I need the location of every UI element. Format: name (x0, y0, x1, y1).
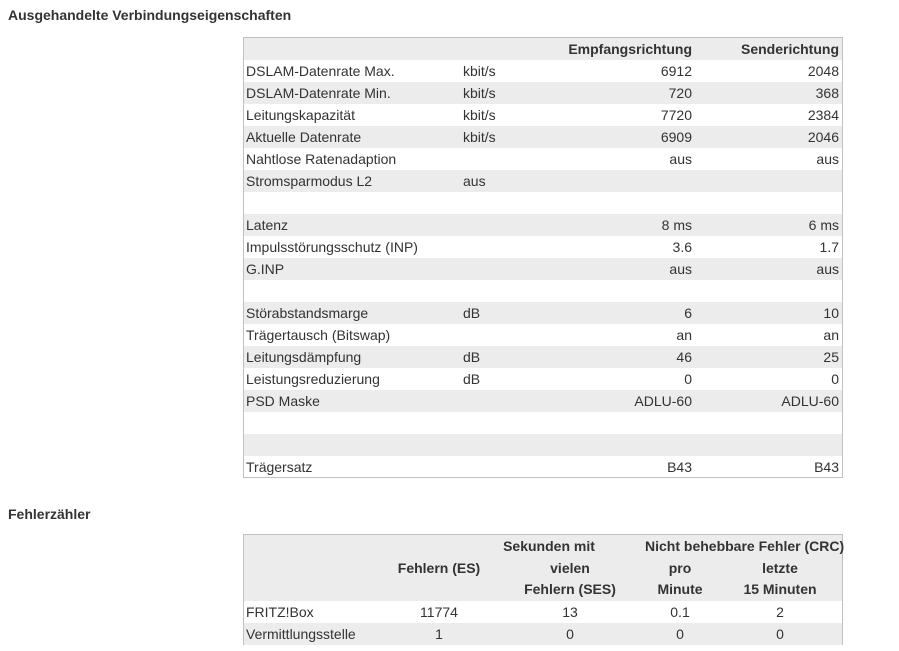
props-section-title: Ausgehandelte Verbindungseigenschaften (8, 7, 292, 23)
header-nicht-behebbare-fehler: Nicht behebbare Fehler (CRC) (645, 538, 845, 554)
property-row (244, 126, 842, 148)
header-fehlern-ses: Fehlern (SES) (524, 581, 616, 597)
property-rx-value: 720 (668, 85, 692, 101)
property-rx-value: 0 (684, 371, 692, 387)
property-row (244, 412, 842, 434)
property-unit: dB (463, 305, 481, 321)
property-label: Trägersatz (246, 459, 313, 475)
property-tx-value: aus (816, 151, 839, 167)
error-source-label: FRITZ!Box (246, 604, 314, 620)
error-es-value: 11774 (420, 604, 458, 620)
header-vielen: vielen (550, 560, 590, 576)
error-ses-value: 0 (566, 626, 574, 642)
property-label: DSLAM-Datenrate Min. (246, 85, 391, 101)
property-unit: kbit/s (463, 107, 496, 123)
property-label: Aktuelle Datenrate (246, 129, 362, 145)
property-row (244, 368, 842, 390)
property-label: G.INP (246, 261, 285, 277)
property-rx-value: 8 ms (661, 217, 692, 233)
property-tx-value: 2048 (807, 63, 839, 79)
property-tx-value: B43 (814, 459, 839, 475)
property-label: Störabstandsmarge (246, 305, 369, 321)
property-row (244, 60, 842, 82)
property-tx-value: 25 (823, 349, 839, 365)
property-rx-value: 6909 (660, 129, 692, 145)
property-row (244, 104, 842, 126)
table-header-row (244, 38, 842, 60)
property-row (244, 456, 842, 478)
property-tx-value: ADLU-60 (781, 393, 839, 409)
property-tx-value: 0 (831, 371, 839, 387)
property-unit: dB (463, 349, 481, 365)
property-row (244, 390, 842, 412)
property-label: Nahtlose Ratenadaption (246, 151, 397, 167)
property-row (244, 148, 842, 170)
property-tx-value: 1.7 (819, 239, 839, 255)
property-unit: kbit/s (463, 129, 496, 145)
property-row (244, 346, 842, 368)
property-rx-value: 3.6 (672, 239, 692, 255)
property-row (244, 280, 842, 302)
property-tx-value: 2384 (807, 107, 839, 123)
error-row (244, 601, 842, 623)
property-label: DSLAM-Datenrate Max. (246, 63, 395, 79)
error-row (244, 623, 842, 645)
property-row (244, 434, 842, 456)
connection-properties-table (243, 37, 843, 478)
property-rx-value: 46 (676, 349, 692, 365)
header-senderichtung: Senderichtung (740, 41, 839, 57)
property-rx-value: an (676, 327, 692, 343)
error-crc-15min-value: 0 (776, 626, 784, 642)
property-rx-value: 7720 (660, 107, 692, 123)
property-rx-value: B43 (667, 459, 692, 475)
error-crc-minute-value: 0.1 (670, 604, 690, 620)
property-row (244, 192, 842, 214)
property-label: Impulsstörungsschutz (INP) (246, 239, 418, 255)
property-row (244, 170, 842, 192)
property-unit: kbit/s (463, 63, 496, 79)
property-rx-value: aus (669, 261, 692, 277)
header-letzte: letzte (762, 560, 798, 576)
error-ses-value: 13 (562, 604, 578, 620)
header-fehlern-es: Fehlern (ES) (397, 560, 481, 576)
property-label: Leitungsdämpfung (246, 349, 362, 365)
property-tx-value: 2046 (807, 129, 839, 145)
header-empfangsrichtung: Empfangsrichtung (568, 41, 692, 57)
property-rx-value: 6912 (660, 63, 692, 79)
property-label: Leitungskapazität (246, 107, 355, 123)
property-label: Leistungsreduzierung (246, 371, 380, 387)
error-source-label: Vermittlungsstelle (246, 626, 356, 642)
property-label: PSD Maske (246, 393, 320, 409)
property-row (244, 214, 842, 236)
property-row (244, 236, 842, 258)
property-label: Trägertausch (Bitswap) (246, 327, 391, 343)
property-label: Stromsparmodus L2 (246, 173, 373, 189)
property-tx-value: an (823, 327, 839, 343)
error-crc-15min-value: 2 (776, 604, 784, 620)
property-unit: aus (463, 173, 486, 189)
property-rx-value: ADLU-60 (634, 393, 692, 409)
header-minute: Minute (657, 581, 703, 597)
property-label: Latenz (246, 217, 289, 233)
property-tx-value: 6 ms (808, 217, 839, 233)
property-rx-value: 6 (684, 305, 692, 321)
property-row (244, 302, 842, 324)
header-sekunden-mit: Sekunden mit (503, 538, 595, 554)
property-tx-value: 10 (823, 305, 839, 321)
error-header-block (244, 535, 845, 601)
property-unit: kbit/s (463, 85, 496, 101)
property-unit: dB (463, 371, 481, 387)
errors-section-title: Fehlerzähler (8, 506, 91, 522)
header-pro: pro (668, 560, 692, 576)
error-crc-minute-value: 0 (676, 626, 684, 642)
error-es-value: 1 (435, 626, 443, 642)
property-row (244, 82, 842, 104)
property-rx-value: aus (669, 151, 692, 167)
error-counter-table (243, 534, 843, 645)
property-row (244, 258, 842, 280)
property-tx-value: aus (816, 261, 839, 277)
header-15-minuten: 15 Minuten (743, 581, 817, 597)
property-tx-value: 368 (815, 85, 839, 101)
property-row (244, 324, 842, 346)
